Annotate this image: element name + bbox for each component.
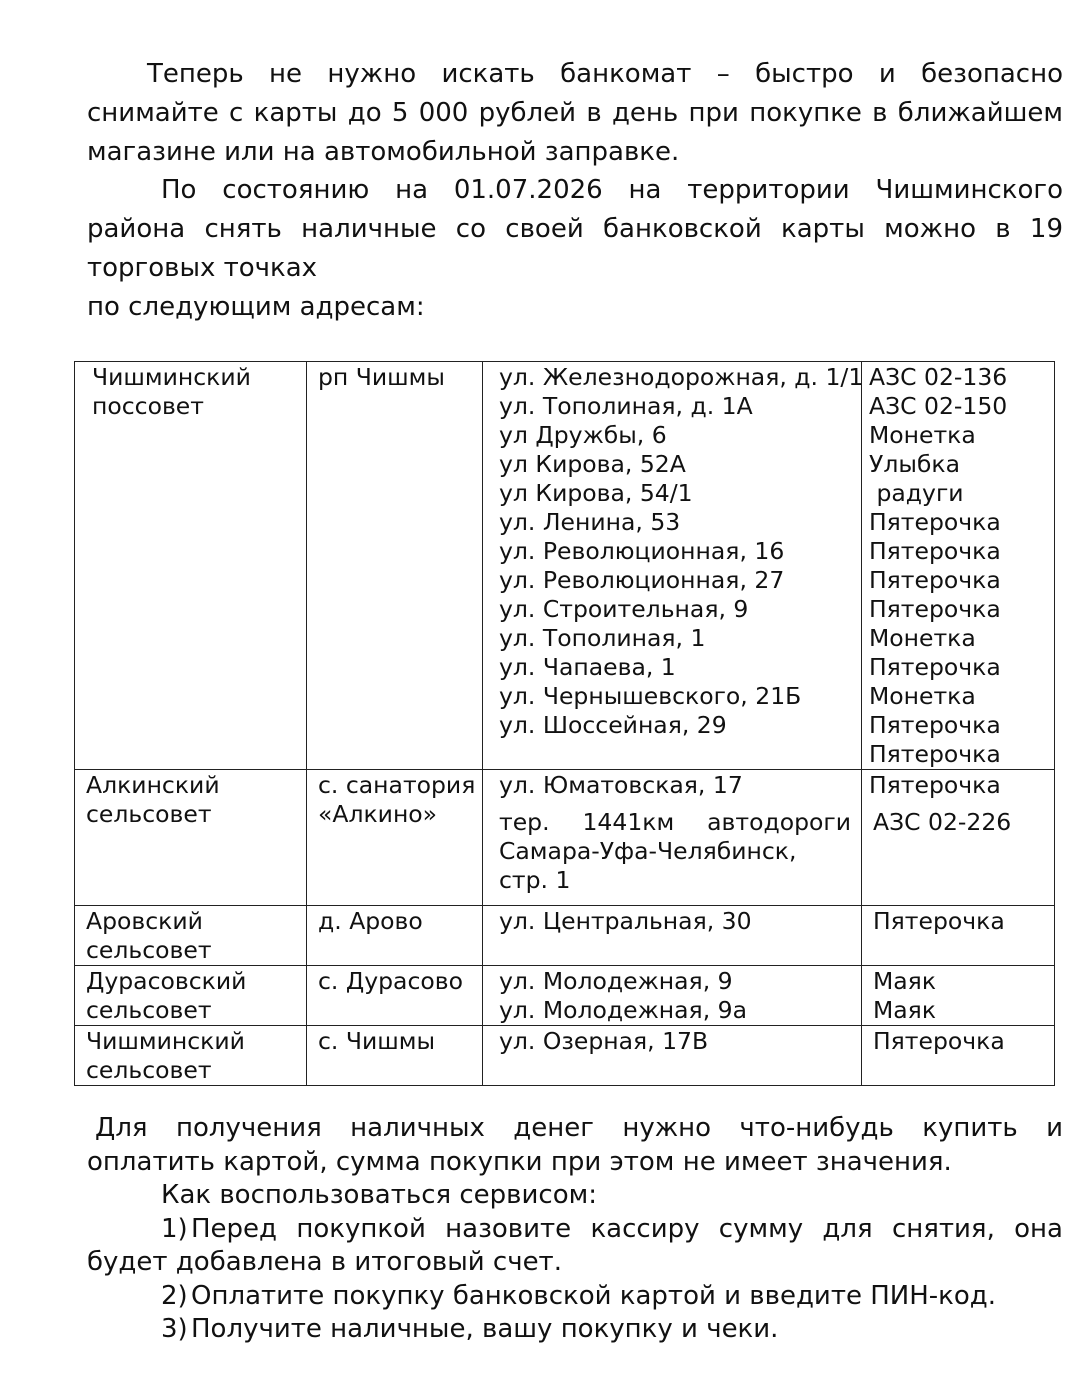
address-line: ул. Тополиная, 1 <box>499 624 706 652</box>
step-continuation: будет добавлена в итоговый счет. <box>87 1247 562 1277</box>
addresses-table <box>74 361 1055 1086</box>
locality-name: с. Дурасово <box>318 967 463 995</box>
step-number: 1) <box>161 1213 188 1244</box>
step-item <box>87 1280 1063 1314</box>
store-line: Пятерочка <box>869 566 1001 594</box>
stores-cell <box>862 362 1055 770</box>
district-name: Чишминский сельсовет <box>86 1027 245 1084</box>
address-line: ул. Чапаева, 1 <box>499 653 676 681</box>
step-text: Оплатите покупку банковской картой и введите ПИН-код. <box>191 1280 997 1311</box>
district-cell <box>75 1026 307 1086</box>
address-line: ул Кирова, 52А <box>499 450 686 478</box>
locality-cell <box>307 906 483 966</box>
stores-cell <box>862 966 1055 1026</box>
address-line: ул Кирова, 54/1 <box>499 479 693 507</box>
address-line: ул. Железнодорожная, д. 1/1 <box>499 363 864 391</box>
table-row <box>75 966 1055 1026</box>
store-line: Монетка <box>869 682 976 710</box>
note-line: Для получения наличных денег нужно что-нибудь купить и <box>95 1113 1063 1143</box>
store-line: Пятерочка <box>873 907 1005 935</box>
step-text: Получите наличные, вашу покупку и чеки. <box>191 1314 779 1344</box>
store-line: Пятерочка <box>869 537 1001 565</box>
table-row <box>75 362 1055 770</box>
table-row <box>75 1026 1055 1086</box>
step-text: Перед покупкой назовите кассиру сумму для снятия, она <box>191 1213 1063 1244</box>
store-line: Пятерочка <box>869 711 1001 739</box>
address-line: ул. Тополиная, д. 1А <box>499 392 753 420</box>
store-line: АЗС 02-150 <box>869 392 1008 420</box>
howto-section <box>87 1112 1063 1347</box>
addresses-cell <box>483 770 862 906</box>
district-name: Чишминский поссовет <box>92 363 251 420</box>
store-line: Маяк <box>873 996 937 1024</box>
step-number: 2) <box>161 1280 188 1311</box>
store-line: Пятерочка <box>869 653 1001 681</box>
step-item <box>87 1213 1063 1247</box>
address-line: ул Дружбы, 6 <box>499 421 667 449</box>
step-number: 3) <box>161 1314 188 1344</box>
store-line: радуги <box>869 479 964 507</box>
address-line: ул. Революционная, 16 <box>499 537 785 565</box>
address-line: ул. Революционная, 27 <box>499 566 785 594</box>
locality-cell <box>307 966 483 1026</box>
table-row <box>75 906 1055 966</box>
locality-name: с. Чишмы <box>318 1027 436 1055</box>
store-line: Пятерочка <box>873 1027 1005 1055</box>
table-row <box>75 770 1055 906</box>
district-cell <box>75 362 307 770</box>
locality-name: с. санатория «Алкино» <box>318 771 476 828</box>
store-line: Пятерочка <box>869 740 1001 768</box>
state-paragraph-lead: по следующим адресам: <box>87 292 425 322</box>
addresses-cell <box>483 906 862 966</box>
address-line: ул. Молодежная, 9а <box>499 996 747 1024</box>
address-line: ул. Чернышевского, 21Б <box>499 682 802 710</box>
district-cell <box>75 770 307 906</box>
address-line: ул. Озерная, 17В <box>499 1027 709 1055</box>
store-line: Пятерочка <box>869 595 1001 623</box>
store-line: Маяк <box>873 967 937 995</box>
locality-name: д. Арово <box>318 907 423 935</box>
addresses-cell <box>483 966 862 1026</box>
state-paragraph-text: По состоянию на 01.07.2026 на территории Чишминского района снять наличные со своей банковской карты можно в 19 торговых точках <box>87 175 1063 283</box>
addresses-cell <box>483 1026 862 1086</box>
stores-cell <box>862 770 1055 906</box>
howto-heading: Как воспользоваться сервисом: <box>161 1180 597 1210</box>
stores-cell <box>862 1026 1055 1086</box>
stores-cell <box>862 906 1055 966</box>
address-line: ул. Ленина, 53 <box>499 508 681 536</box>
store-line: Монетка <box>869 624 976 652</box>
district-cell <box>75 906 307 966</box>
locality-name: рп Чишмы <box>318 363 445 391</box>
store-line: Улыбка <box>869 450 960 478</box>
store-line: Пятерочка <box>869 508 1001 536</box>
note-line: оплатить картой, сумма покупки при этом не имеет значения. <box>87 1146 952 1177</box>
store-line: Монетка <box>869 421 976 449</box>
address-line: ул. Центральная, 30 <box>499 907 752 935</box>
district-name: Дурасовский сельсовет <box>86 967 247 1024</box>
address-line: ул. Строительная, 9 <box>499 595 749 623</box>
district-name: Аровский сельсовет <box>86 907 212 964</box>
addresses-cell <box>483 362 862 770</box>
locality-cell <box>307 770 483 906</box>
step-item <box>87 1313 1063 1347</box>
address-line: ул. Шоссейная, 29 <box>499 711 727 739</box>
store-line: АЗС 02-136 <box>869 363 1008 391</box>
locality-cell <box>307 362 483 770</box>
intro-paragraph: Теперь не нужно искать банкомат – быстро и безопасно снимайте с карты до 5 000 рублей в день при покупке в ближайшем магазине или на автомобильной заправке. <box>87 59 1063 167</box>
district-name: Алкинский сельсовет <box>86 771 220 828</box>
address-line: ул. Молодежная, 9 <box>499 967 733 995</box>
address-line: ул. Юматовская, 17 <box>499 771 743 799</box>
district-cell <box>75 966 307 1026</box>
address-line: тер. 1441км автодороги Самара-Уфа-Челябинск, стр. 1 <box>499 808 851 894</box>
state-paragraph <box>87 171 1063 327</box>
store-line: АЗС 02-226 <box>873 808 1012 836</box>
store-line: Пятерочка <box>869 771 1001 799</box>
locality-cell <box>307 1026 483 1086</box>
